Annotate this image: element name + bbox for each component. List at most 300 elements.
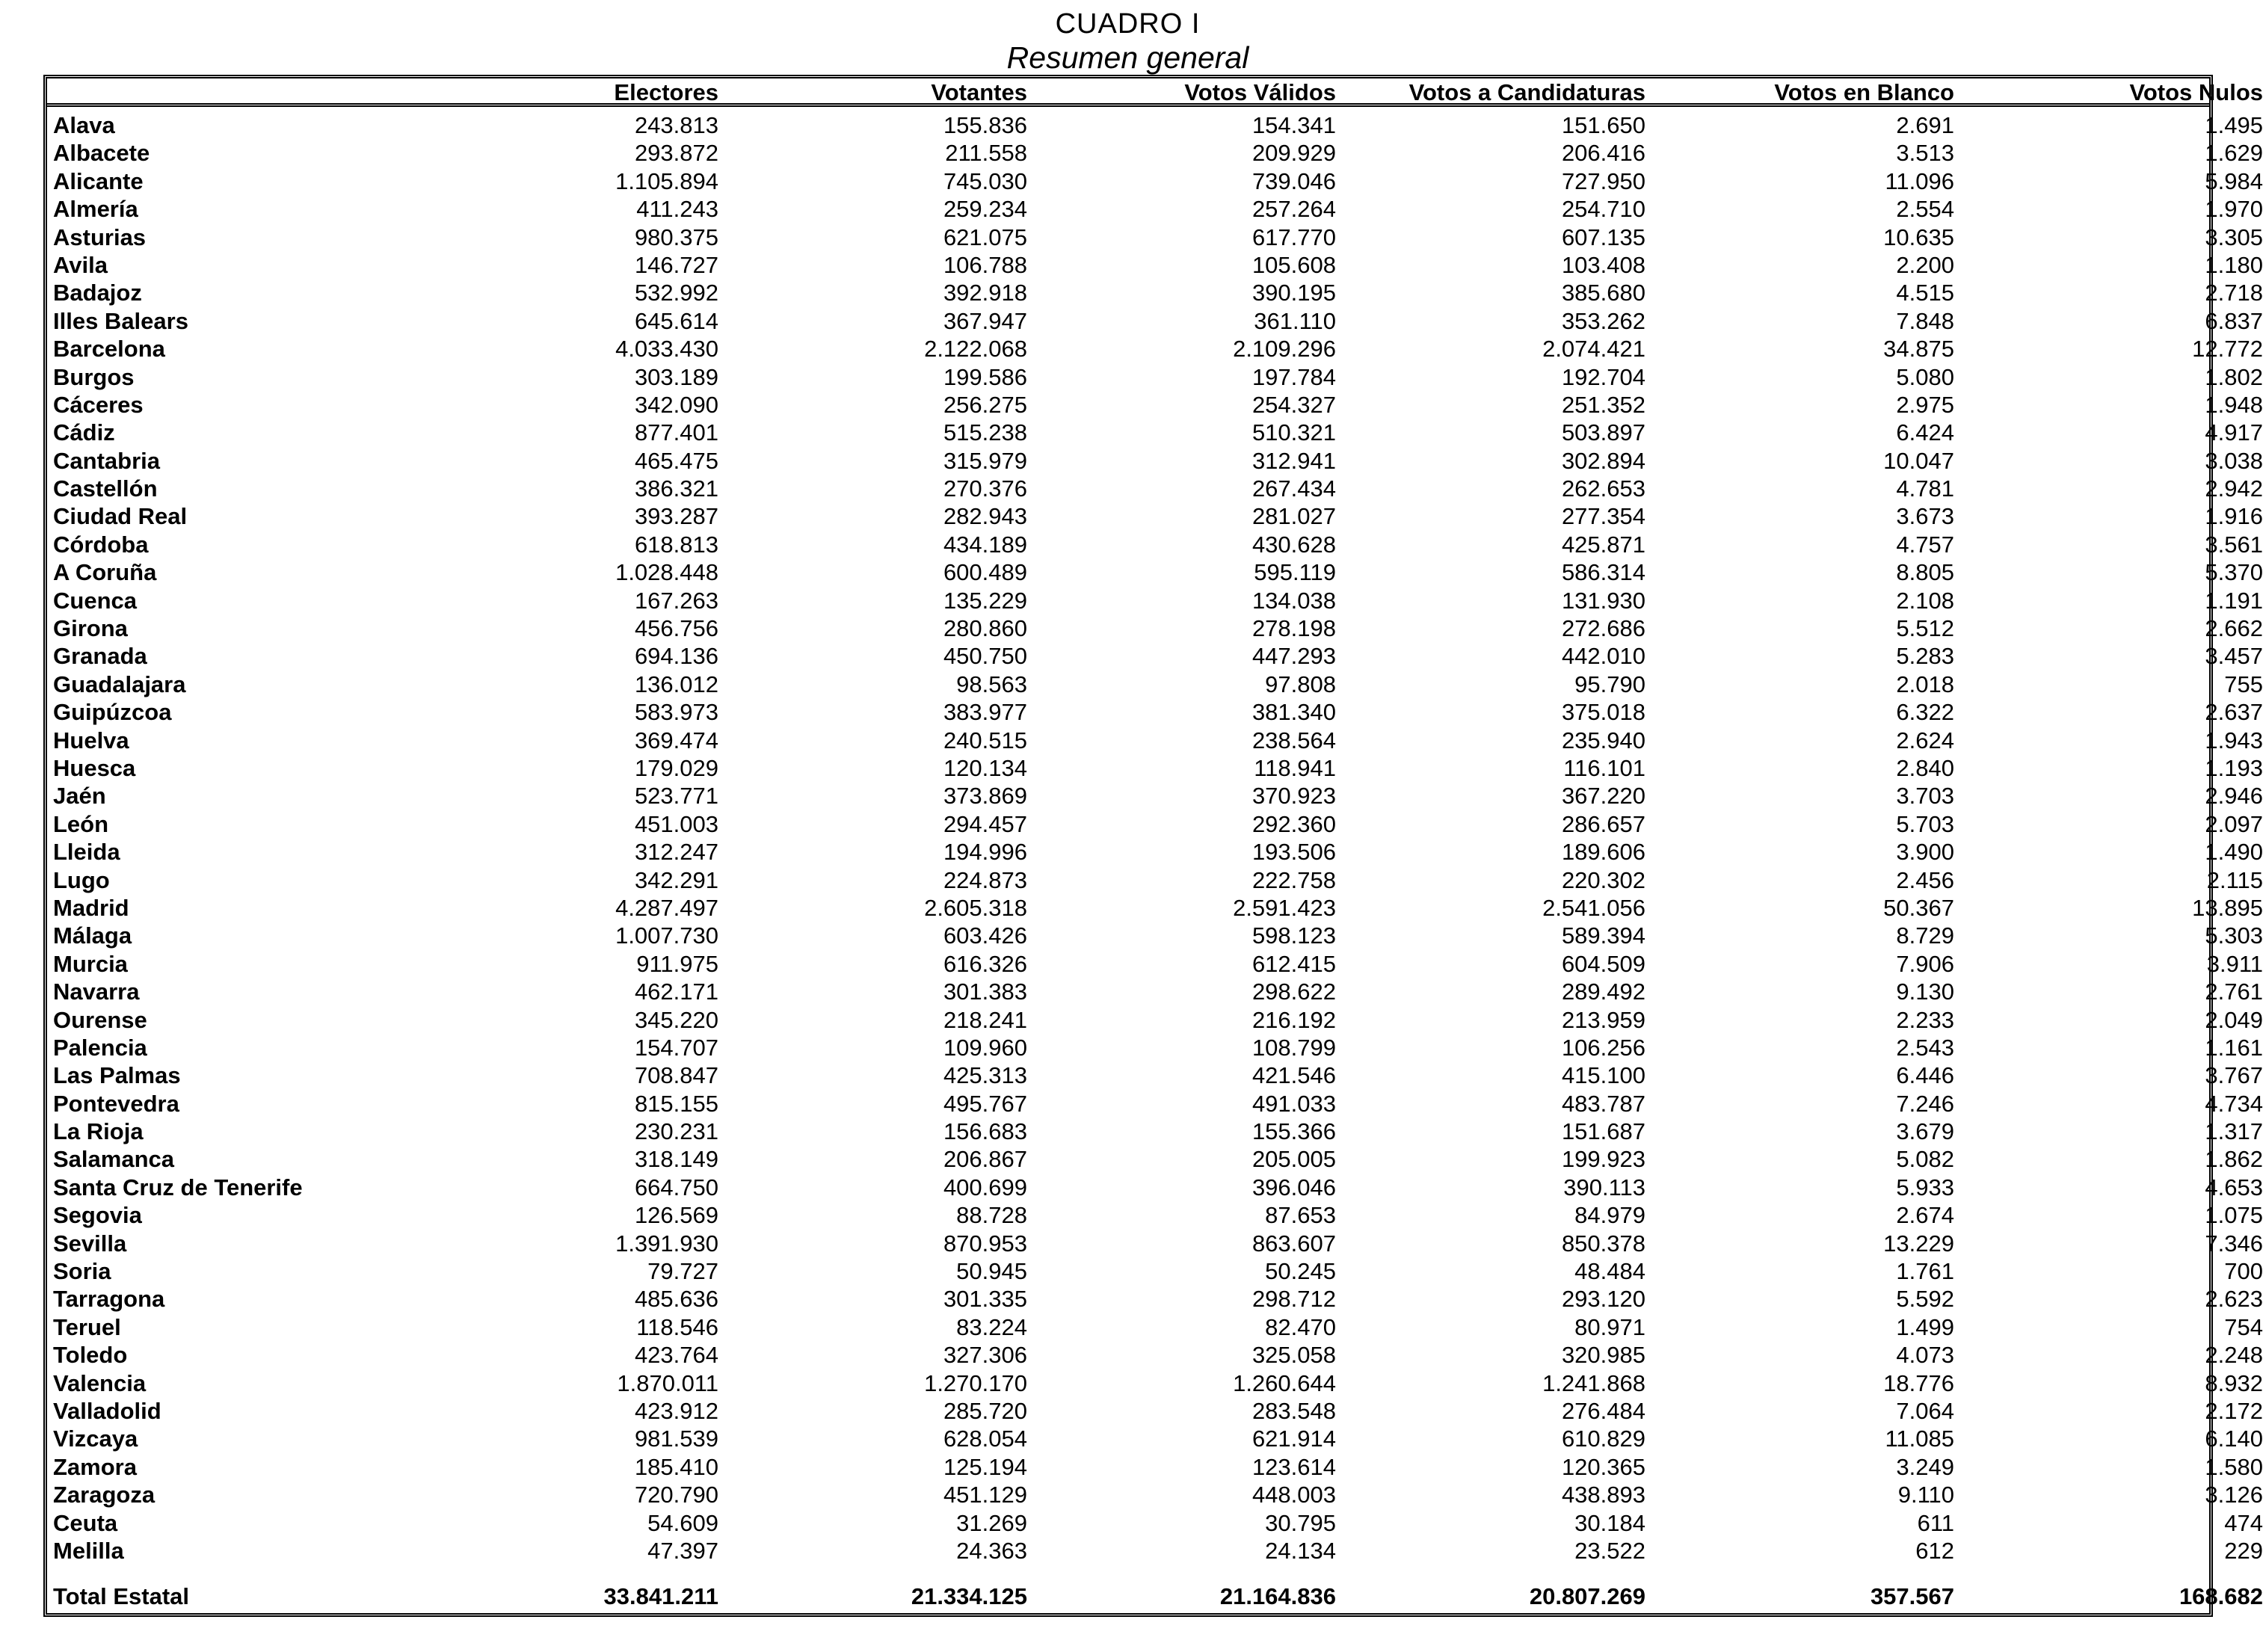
cell-votos-candidaturas: 95.790: [1574, 671, 1645, 697]
row-label: Albacete: [53, 140, 150, 167]
table-row: [47, 279, 2263, 306]
cell-votos-nulos: 13.895: [2192, 894, 2263, 921]
cell-votantes: 135.229: [943, 587, 1027, 614]
cell-electores: 167.263: [634, 587, 718, 614]
column-header-votantes: Votantes: [931, 79, 1027, 105]
cell-electores: 230.231: [634, 1118, 718, 1145]
cell-votos-candidaturas: 220.302: [1561, 866, 1645, 893]
table-row: [47, 1257, 2263, 1285]
cell-votantes: 120.134: [943, 754, 1027, 781]
cell-electores: 532.992: [634, 280, 718, 306]
cell-votos-candidaturas: 289.492: [1561, 978, 1645, 1005]
cell-votos-blanco: 2.233: [1896, 1006, 1954, 1033]
cell-votos-candidaturas: 2.074.421: [1542, 336, 1645, 363]
cell-electores: 47.397: [647, 1537, 718, 1564]
table-row: [47, 1509, 2263, 1537]
cell-votos-nulos: 700: [2224, 1258, 2263, 1285]
cell-electores: 694.136: [634, 643, 718, 670]
cell-votos-validos: 421.546: [1251, 1062, 1336, 1089]
row-label: Huelva: [53, 727, 129, 753]
cell-votos-nulos: 12.772: [2192, 336, 2263, 363]
row-label: Cáceres: [53, 391, 144, 418]
cell-votos-candidaturas: 254.710: [1561, 196, 1645, 223]
cell-votos-candidaturas: 438.893: [1561, 1482, 1645, 1508]
row-label: Córdoba: [53, 531, 149, 558]
cell-votos-blanco: 1.499: [1896, 1313, 1954, 1340]
row-label: Girona: [53, 615, 128, 642]
cell-votos-blanco: 6.424: [1896, 419, 1954, 446]
cell-votos-candidaturas: 151.650: [1561, 112, 1645, 138]
cell-votos-nulos: 2.662: [2205, 615, 2263, 642]
cell-votantes: 194.996: [943, 839, 1027, 866]
cell-votantes: 98.563: [956, 671, 1027, 697]
cell-votos-blanco: 2.975: [1896, 391, 1954, 418]
cell-votantes: 83.224: [956, 1313, 1027, 1340]
row-label: Santa Cruz de Tenerife: [53, 1174, 303, 1201]
cell-votos-blanco: 11.085: [1885, 1426, 1954, 1452]
cell-votos-validos: 50.245: [1265, 1258, 1336, 1285]
cell-votos-validos: 2.109.296: [1233, 336, 1336, 363]
table-row: [47, 727, 2263, 754]
cell-votantes: 155.836: [943, 112, 1027, 138]
cell-electores: 981.539: [634, 1426, 718, 1452]
cell-votos-blanco: 9.130: [1896, 978, 1954, 1005]
cell-votos-blanco: 2.554: [1896, 196, 1954, 223]
row-label: Alava: [53, 112, 115, 138]
cell-votos-validos: 24.134: [1265, 1537, 1336, 1564]
cell-votos-nulos: 755: [2224, 671, 2263, 697]
table-row: [47, 391, 2263, 419]
cell-votantes: 24.363: [956, 1537, 1027, 1564]
cell-votantes: 199.586: [943, 363, 1027, 390]
title-block: [0, 7, 2256, 75]
cell-votantes: 156.683: [943, 1118, 1027, 1145]
row-label: Teruel: [53, 1313, 121, 1340]
cell-electores: 136.012: [634, 671, 718, 697]
cell-votantes: 392.918: [943, 280, 1027, 306]
table-row: [47, 167, 2263, 195]
cell-votos-candidaturas: 850.378: [1561, 1230, 1645, 1257]
cell-votos-candidaturas: 262.653: [1561, 475, 1645, 502]
table-row: [47, 502, 2263, 530]
cell-votos-blanco: 2.456: [1896, 866, 1954, 893]
cell-electores: 423.764: [634, 1342, 718, 1369]
table-row: [47, 922, 2263, 949]
cell-electores: 411.243: [636, 196, 718, 223]
cell-votantes: 451.129: [943, 1482, 1027, 1508]
cell-votantes: 270.376: [943, 475, 1027, 502]
cell-votos-nulos: 6.837: [2205, 307, 2263, 334]
row-label: León: [53, 810, 109, 837]
cell-votos-validos: 209.929: [1251, 140, 1336, 167]
cell-votos-candidaturas: 189.606: [1561, 839, 1645, 866]
cell-electores: 118.546: [636, 1313, 718, 1340]
cell-votos-validos: 87.653: [1265, 1202, 1336, 1229]
cell-votos-nulos: 2.946: [2205, 783, 2263, 810]
cell-electores: 185.410: [634, 1453, 718, 1480]
row-label: Cuenca: [53, 587, 137, 614]
cell-electores: 312.247: [634, 839, 718, 866]
cell-votantes: 282.943: [943, 503, 1027, 530]
table-row: [47, 1174, 2263, 1201]
cell-votos-validos: 430.628: [1251, 531, 1336, 558]
row-label: Ourense: [53, 1006, 147, 1033]
cell-votos-candidaturas: 415.100: [1561, 1062, 1645, 1089]
cell-votantes: 621.075: [943, 224, 1027, 250]
cell-votos-nulos: 1.180: [2205, 251, 2263, 278]
cell-votos-candidaturas: 1.241.868: [1542, 1369, 1645, 1396]
cell-votos-nulos: 229: [2224, 1537, 2263, 1564]
cell-votos-candidaturas: 30.184: [1574, 1509, 1645, 1536]
table-row: [47, 111, 2263, 139]
cell-votos-validos: 154.341: [1251, 112, 1336, 138]
table-row: [47, 950, 2263, 978]
cell-votos-candidaturas: 106.256: [1561, 1034, 1645, 1061]
total-electores: 33.841.211: [603, 1583, 718, 1609]
cell-votos-validos: 390.195: [1251, 280, 1336, 306]
row-label: Ceuta: [53, 1509, 118, 1536]
table-row: [47, 251, 2263, 279]
cell-votos-nulos: 3.126: [2205, 1482, 2263, 1508]
row-label: Cádiz: [53, 419, 115, 446]
table-row: [47, 475, 2263, 502]
cell-electores: 79.727: [647, 1258, 718, 1285]
cell-electores: 1.391.930: [615, 1230, 718, 1257]
cell-votos-blanco: 2.674: [1896, 1202, 1954, 1229]
row-label: Zamora: [53, 1453, 137, 1480]
cell-votantes: 1.270.170: [924, 1369, 1027, 1396]
cell-votos-validos: 105.608: [1251, 251, 1336, 278]
cell-votantes: 315.979: [943, 447, 1027, 474]
table-row: [47, 1481, 2263, 1508]
cell-votos-validos: 370.923: [1251, 783, 1336, 810]
cell-votos-candidaturas: 131.930: [1561, 587, 1645, 614]
table-row: [47, 1313, 2263, 1341]
cell-electores: 451.003: [634, 810, 718, 837]
cell-votos-candidaturas: 286.657: [1561, 810, 1645, 837]
cell-electores: 342.291: [634, 866, 718, 893]
row-label: Navarra: [53, 978, 140, 1005]
cell-votos-blanco: 4.757: [1896, 531, 1954, 558]
cell-votos-nulos: 2.942: [2205, 475, 2263, 502]
cell-votos-nulos: 2.637: [2205, 699, 2263, 726]
cell-votos-nulos: 1.580: [2205, 1453, 2263, 1480]
cell-electores: 154.707: [634, 1034, 718, 1061]
cell-votos-blanco: 5.933: [1896, 1174, 1954, 1201]
cell-votos-nulos: 4.917: [2205, 419, 2263, 446]
cell-votantes: 434.189: [943, 531, 1027, 558]
cell-votos-blanco: 50.367: [1883, 894, 1954, 921]
cell-electores: 980.375: [634, 224, 718, 250]
cell-votos-nulos: 6.140: [2205, 1426, 2263, 1452]
cell-votos-blanco: 8.805: [1896, 559, 1954, 586]
cell-votantes: 88.728: [956, 1202, 1027, 1229]
cell-votos-blanco: 18.776: [1883, 1369, 1954, 1396]
row-label: A Coruña: [53, 559, 157, 586]
cell-votantes: 600.489: [943, 559, 1027, 586]
row-label: Burgos: [53, 363, 135, 390]
cell-electores: 318.149: [634, 1146, 718, 1173]
cell-votos-nulos: 1.495: [2205, 112, 2263, 138]
cell-votos-candidaturas: 610.829: [1561, 1426, 1645, 1452]
cell-votos-nulos: 1.161: [2205, 1034, 2263, 1061]
row-label: Guipúzcoa: [53, 699, 172, 726]
cell-electores: 456.756: [634, 615, 718, 642]
table-row: [47, 782, 2263, 810]
total-votos-candidaturas: 20.807.269: [1529, 1583, 1645, 1609]
cell-votos-blanco: 2.108: [1896, 587, 1954, 614]
cell-votos-candidaturas: 199.923: [1561, 1146, 1645, 1173]
row-label: Guadalajara: [53, 671, 186, 697]
cell-votos-blanco: 5.512: [1896, 615, 1954, 642]
cell-votantes: 450.750: [943, 643, 1027, 670]
column-header-votos-validos: Votos Válidos: [1184, 79, 1336, 105]
cell-votos-candidaturas: 276.484: [1561, 1397, 1645, 1424]
cell-votos-validos: 97.808: [1265, 671, 1336, 697]
cell-votos-blanco: 9.110: [1897, 1482, 1954, 1508]
cell-votos-validos: 491.033: [1251, 1090, 1336, 1117]
cell-votos-blanco: 5.592: [1896, 1286, 1954, 1313]
cell-electores: 393.287: [634, 503, 718, 530]
column-header-votos-candidaturas: Votos a Candidaturas: [1408, 79, 1645, 105]
cell-votos-nulos: 1.862: [2205, 1146, 2263, 1173]
table-row: [47, 1537, 2263, 1565]
cell-votos-validos: 155.366: [1251, 1118, 1336, 1145]
row-label: Valencia: [53, 1369, 147, 1396]
table-row: [47, 1425, 2263, 1452]
cell-votos-validos: 216.192: [1251, 1006, 1336, 1033]
row-label: Alicante: [53, 167, 144, 194]
cell-votos-candidaturas: 367.220: [1561, 783, 1645, 810]
cell-votos-nulos: 754: [2224, 1313, 2263, 1340]
cell-votos-nulos: 3.038: [2205, 447, 2263, 474]
cell-votos-nulos: 1.075: [2205, 1202, 2263, 1229]
cell-votos-candidaturas: 116.101: [1563, 754, 1645, 781]
cell-votos-nulos: 1.948: [2205, 391, 2263, 418]
cell-votos-nulos: 1.629: [2205, 140, 2263, 167]
cell-electores: 1.028.448: [615, 559, 718, 586]
table-row: [47, 307, 2263, 335]
cell-votos-candidaturas: 320.985: [1561, 1342, 1645, 1369]
row-label: Soria: [53, 1258, 111, 1285]
cell-votos-blanco: 7.906: [1896, 950, 1954, 977]
cell-votos-candidaturas: 293.120: [1561, 1286, 1645, 1313]
table-row: [47, 1369, 2263, 1397]
row-label: Tarragona: [53, 1286, 165, 1313]
cell-votos-validos: 621.914: [1251, 1426, 1336, 1452]
cell-votos-nulos: 3.305: [2205, 224, 2263, 250]
cell-electores: 645.614: [634, 307, 718, 334]
cell-votos-nulos: 3.911: [2206, 950, 2263, 977]
cell-votos-blanco: 34.875: [1883, 336, 1954, 363]
cell-votos-nulos: 2.115: [2206, 866, 2263, 893]
cell-votos-candidaturas: 103.408: [1561, 251, 1645, 278]
row-label: Total Estatal: [53, 1583, 190, 1609]
column-header-votos-nulos: Votos Nulos: [2129, 79, 2263, 105]
cell-electores: 303.189: [634, 363, 718, 390]
row-label: Lleida: [53, 839, 120, 866]
cell-electores: 4.033.430: [615, 336, 718, 363]
cell-votos-validos: 278.198: [1251, 615, 1336, 642]
cell-votos-validos: 739.046: [1251, 167, 1336, 194]
row-label: Asturias: [53, 224, 147, 250]
cell-votos-candidaturas: 151.687: [1561, 1118, 1645, 1145]
cell-votos-blanco: 3.673: [1896, 503, 1954, 530]
row-label: Murcia: [53, 950, 128, 977]
row-label: Illes Balears: [53, 307, 188, 334]
cell-votos-validos: 325.058: [1251, 1342, 1336, 1369]
cell-votos-nulos: 2.049: [2205, 1006, 2263, 1033]
cell-votos-blanco: 1.761: [1896, 1258, 1954, 1285]
table-row: [47, 447, 2263, 475]
table-row: [47, 1118, 2263, 1145]
table-row: [47, 1145, 2263, 1173]
cell-votos-candidaturas: 727.950: [1561, 167, 1645, 194]
cell-votos-candidaturas: 277.354: [1561, 503, 1645, 530]
cell-votos-nulos: 2.248: [2205, 1342, 2263, 1369]
row-label: Avila: [53, 251, 108, 278]
table-row: [47, 419, 2263, 446]
cell-votos-blanco: 2.018: [1896, 671, 1954, 697]
cell-votantes: 256.275: [943, 391, 1027, 418]
cell-votos-nulos: 2.097: [2205, 810, 2263, 837]
cell-votos-blanco: 5.283: [1896, 643, 1954, 670]
cell-votos-nulos: 1.317: [2205, 1118, 2263, 1145]
row-label: Barcelona: [53, 336, 165, 363]
cell-votos-nulos: 3.457: [2205, 643, 2263, 670]
table-row: [47, 754, 2263, 782]
cell-electores: 523.771: [634, 783, 718, 810]
cell-votantes: 218.241: [943, 1006, 1027, 1033]
cell-votantes: 745.030: [943, 167, 1027, 194]
cell-votos-validos: 254.327: [1251, 391, 1336, 418]
cell-votos-nulos: 1.191: [2205, 587, 2263, 614]
cell-electores: 293.872: [634, 140, 718, 167]
cell-votos-candidaturas: 48.484: [1574, 1258, 1645, 1285]
cell-votos-validos: 193.506: [1251, 839, 1336, 866]
cell-votantes: 2.605.318: [924, 894, 1027, 921]
cell-votos-candidaturas: 192.704: [1561, 363, 1645, 390]
cell-votos-candidaturas: 2.541.056: [1542, 894, 1645, 921]
cell-votos-blanco: 3.513: [1896, 140, 1954, 167]
cell-votos-validos: 222.758: [1251, 866, 1336, 893]
cell-votos-candidaturas: 604.509: [1561, 950, 1645, 977]
row-label: Zaragoza: [53, 1482, 156, 1508]
row-label: Granada: [53, 643, 147, 670]
cell-votos-nulos: 2.172: [2205, 1397, 2263, 1424]
table-row: [47, 1006, 2263, 1034]
cell-votos-nulos: 2.623: [2205, 1286, 2263, 1313]
cell-votos-validos: 292.360: [1251, 810, 1336, 837]
cell-votos-nulos: 1.970: [2205, 196, 2263, 223]
cell-votos-candidaturas: 483.787: [1561, 1090, 1645, 1117]
cell-votos-blanco: 3.703: [1896, 783, 1954, 810]
row-label: Sevilla: [53, 1230, 127, 1257]
cell-votos-nulos: 7.346: [2205, 1230, 2263, 1257]
row-label: Melilla: [53, 1537, 124, 1564]
cell-votos-validos: 108.799: [1251, 1034, 1336, 1061]
cell-votos-nulos: 4.734: [2205, 1090, 2263, 1117]
cell-electores: 708.847: [634, 1062, 718, 1089]
cell-votos-blanco: 7.246: [1896, 1090, 1954, 1117]
table-header: [47, 78, 2263, 107]
cell-votos-validos: 617.770: [1251, 224, 1336, 250]
cell-votantes: 515.238: [943, 419, 1027, 446]
cell-votos-blanco: 8.729: [1896, 922, 1954, 949]
cell-votos-validos: 396.046: [1251, 1174, 1336, 1201]
cell-votos-candidaturas: 84.979: [1574, 1202, 1645, 1229]
cell-votos-validos: 123.614: [1251, 1453, 1336, 1480]
cell-votos-blanco: 10.047: [1883, 447, 1954, 474]
cell-votos-validos: 298.622: [1251, 978, 1336, 1005]
cell-votos-candidaturas: 80.971: [1574, 1313, 1645, 1340]
total-row: [47, 1582, 2263, 1610]
row-label: Cantabria: [53, 447, 160, 474]
cell-votos-nulos: 1.802: [2205, 363, 2263, 390]
table-row: [47, 195, 2263, 223]
cell-electores: 54.609: [647, 1509, 718, 1536]
cell-votos-blanco: 2.840: [1896, 754, 1954, 781]
cell-votos-candidaturas: 503.897: [1561, 419, 1645, 446]
cell-electores: 877.401: [634, 419, 718, 446]
row-label: Almería: [53, 196, 138, 223]
cell-electores: 720.790: [634, 1482, 718, 1508]
cell-votos-validos: 281.027: [1251, 503, 1336, 530]
cell-votos-blanco: 6.322: [1896, 699, 1954, 726]
cell-votantes: 383.977: [943, 699, 1027, 726]
cell-votos-validos: 197.784: [1251, 363, 1336, 390]
cell-votos-validos: 595.119: [1254, 559, 1336, 586]
row-label: Badajoz: [53, 280, 142, 306]
cell-votos-blanco: 6.446: [1896, 1062, 1954, 1089]
cell-votos-validos: 863.607: [1251, 1230, 1336, 1257]
cell-votos-validos: 30.795: [1265, 1509, 1336, 1536]
cell-votos-blanco: 5.082: [1896, 1146, 1954, 1173]
cell-votos-blanco: 3.679: [1896, 1118, 1954, 1145]
cell-votos-candidaturas: 375.018: [1561, 699, 1645, 726]
cell-votos-validos: 82.470: [1265, 1313, 1336, 1340]
cell-votos-candidaturas: 120.365: [1561, 1453, 1645, 1480]
table-subtitle: Resumen general: [1006, 40, 1249, 75]
cell-votos-validos: 598.123: [1251, 922, 1336, 949]
row-label: Las Palmas: [53, 1062, 181, 1089]
cell-votos-blanco: 2.200: [1896, 251, 1954, 278]
cell-votos-blanco: 611: [1917, 1509, 1954, 1536]
row-label: La Rioja: [53, 1118, 144, 1145]
row-label: Lugo: [53, 866, 110, 893]
cell-votos-candidaturas: 390.113: [1563, 1174, 1645, 1201]
row-label: Ciudad Real: [53, 503, 188, 530]
cell-electores: 386.321: [634, 475, 718, 502]
table-row: [47, 558, 2263, 586]
cell-votos-nulos: 8.932: [2205, 1369, 2263, 1396]
row-label: Toledo: [53, 1342, 128, 1369]
table-row: [47, 1034, 2263, 1061]
cell-votos-candidaturas: 272.686: [1561, 615, 1645, 642]
cell-votos-candidaturas: 213.959: [1561, 1006, 1645, 1033]
table-row: [47, 531, 2263, 558]
cell-electores: 345.220: [634, 1006, 718, 1033]
cell-votos-nulos: 1.916: [2205, 503, 2263, 530]
table-row: [47, 866, 2263, 894]
cell-votos-blanco: 4.515: [1896, 280, 1954, 306]
cell-votos-candidaturas: 586.314: [1561, 559, 1645, 586]
cell-votos-candidaturas: 353.262: [1561, 307, 1645, 334]
cell-votantes: 327.306: [943, 1342, 1027, 1369]
cell-votantes: 31.269: [956, 1509, 1027, 1536]
row-label: Huesca: [53, 754, 136, 781]
cell-votantes: 106.788: [943, 251, 1027, 278]
